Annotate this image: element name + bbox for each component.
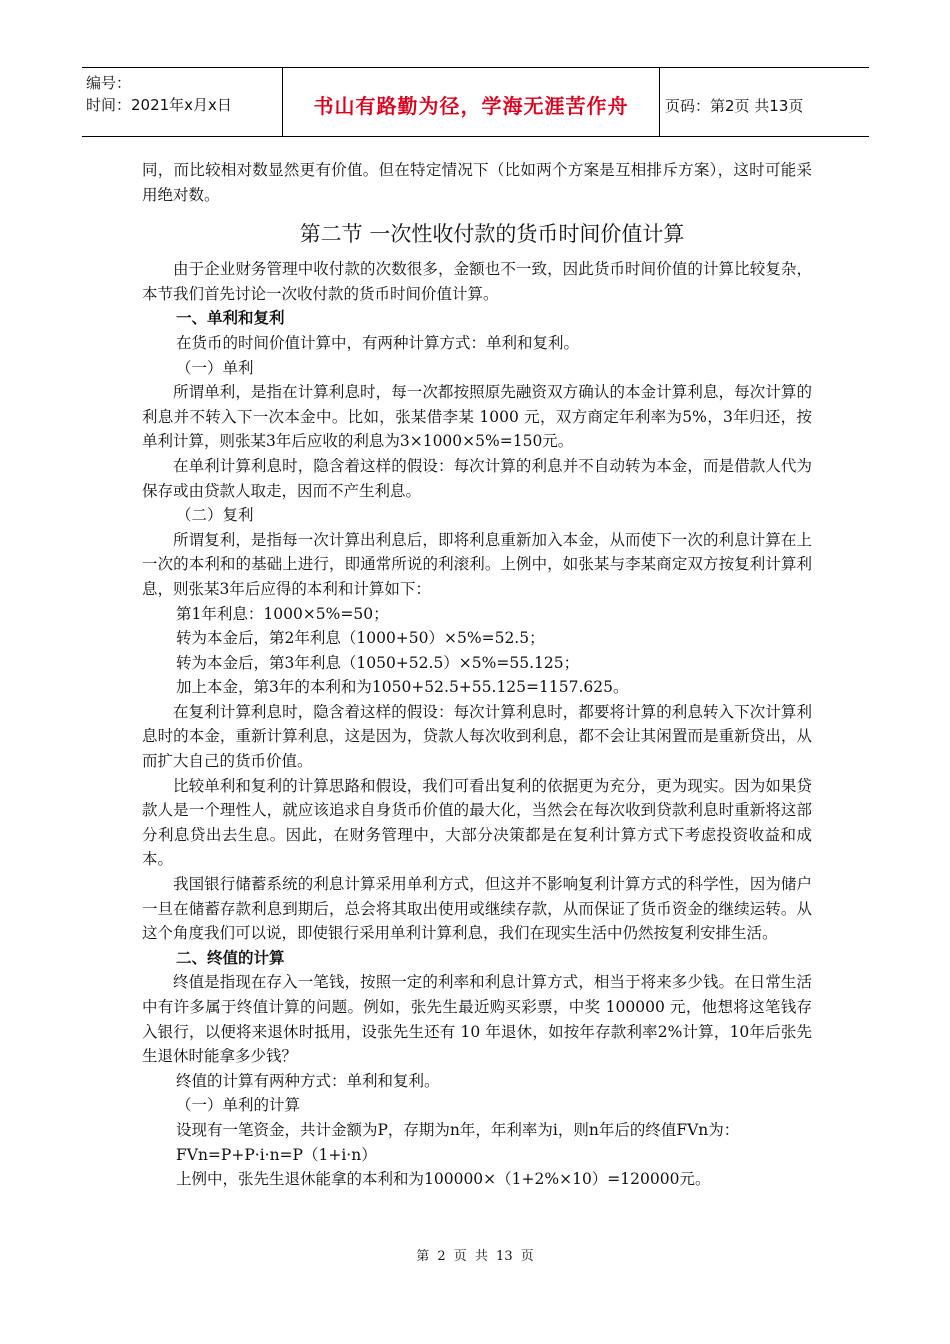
paragraph: 终值的计算有两种方式：单利和复利。 — [176, 1071, 440, 1090]
paragraph: 终值是指现在存入一笔钱，按照一定的利率和利息计算方式，相当于将来多少钱。在日常生活中有许多属于终值计算的问题。例如，张先生最近购买彩票，中奖 100000 元，他想将这笔钱存入银行，以便将来退休时抵用，设张先生还有 10 年退休，如按年存款利率2%计算，10年后张先生退休时能拿多少钱？ — [142, 973, 812, 1066]
section-title: 第二节 一次性收付款的货币时间价值计算 — [299, 222, 685, 247]
page-footer: 第 2 页 共 13 页 — [416, 1249, 534, 1264]
page-header — [82, 67, 869, 137]
subheading-simple-calc: （一）单利的计算 — [176, 1096, 301, 1115]
document-number-label: 编号： — [86, 74, 132, 92]
paragraph: 设现有一笔资金，共计金额为P，存期为n年，年利率为i，则n年后的终值FVn为： — [176, 1120, 740, 1139]
paragraph: 在复利计算利息时，隐含着这样的假设：每次计算利息时，都要将计算的利息转入下次计算利息时的本金，重新计算利息，这是因为，贷款人每次收到利息，都不会让其闲置而是重新贷出，从而扩大自己的货币价值。 — [142, 702, 812, 771]
paragraph: 在单利计算利息时，隐含着这样的假设：每次计算的利息并不自动转为本金，而是借款人代为保存或由贷款人取走，因而不产生利息。 — [142, 456, 812, 500]
header-page-number: 页码：第2页 共13页 — [665, 97, 804, 115]
header-info-cell — [82, 68, 282, 136]
formula-line: FVn=P+P·i·n=P（1+i·n） — [176, 1145, 377, 1164]
heading-future-value: 二、终值的计算 — [176, 948, 285, 967]
paragraph: 由于企业财务管理中收付款的次数很多，金额也不一致，因此货币时间价值的计算比较复杂，本节我们首先讨论一次收付款的货币时间价值计算。 — [142, 260, 812, 303]
subheading-compound-interest: （二）复利 — [176, 506, 254, 525]
paragraph: 在货币的时间价值计算中，有两种计算方式：单利和复利。 — [176, 333, 580, 352]
paragraph: 比较单利和复利的计算思路和假设，我们可看出复利的依据更为充分，更为现实。因为如果贷款人是一个理性人，就应该追求自身货币价值的最大化，当然会在每次收到贷款利息时重新将这部分利息贷出去生息。因此，在财务管理中，大部分决策都是在复利计算方式下考虑投资收益和成本。 — [142, 776, 812, 869]
paragraph: 上例中，张先生退休能拿的本利和为100000×（1+2%×10）=120000元。 — [176, 1170, 711, 1189]
formula-line: 转为本金后，第3年利息（1050+52.5）×5%=55.125； — [176, 653, 580, 672]
paragraph: 同，而比较相对数显然更有价值。但在特定情况下（比如两个方案是互相排斥方案），这时可能采用绝对数。 — [142, 161, 812, 204]
document-body — [142, 158, 812, 1192]
heading-simple-and-compound: 一、单利和复利 — [176, 309, 285, 328]
document-time-label: 时间：2021年x月x日 — [86, 96, 232, 114]
header-motto: 书山有路勤为径，学海无涯苦作舟 — [313, 94, 629, 118]
paragraph: 所谓复利，是指每一次计算出利息后，即将利息重新加入本金，从而使下一次的利息计算在上一次的本利和的基础上进行，即通常所说的利滚利。上例中，如张某与李某商定双方按复利计算利息，则张某3年后应得的本利和计算如下： — [142, 530, 812, 598]
formula-line: 第1年利息：1000×5%=50； — [176, 604, 389, 623]
header-motto-cell — [282, 68, 660, 136]
subheading-simple-interest: （一）单利 — [176, 358, 254, 377]
formula-line: 转为本金后，第2年利息（1000+50）×5%=52.5； — [176, 629, 545, 648]
paragraph: 我国银行储蓄系统的利息计算采用单利方式，但这并不影响复利计算方式的科学性，因为储户一旦在储蓄存款利息到期后，总会将其取出使用或继续存款，从而保证了货币资金的继续运转。从这个角度我们可以说，即使银行采用单利计算利息，我们在现实生活中仍然按复利安排生活。 — [142, 875, 812, 943]
formula-line: 加上本金，第3年的本利和为1050+52.5+55.125=1157.625。 — [176, 678, 629, 697]
header-page-cell — [659, 68, 869, 136]
paragraph: 所谓单利，是指在计算利息时，每一次都按照原先融资双方确认的本金计算利息，每次计算的利息并不转入下一次本金中。比如，张某借李某 1000 元，双方商定年利率为5%，3年归还，按单利计算，则张某3年后应收的利息为3×1000×5%=150元。 — [142, 383, 812, 451]
